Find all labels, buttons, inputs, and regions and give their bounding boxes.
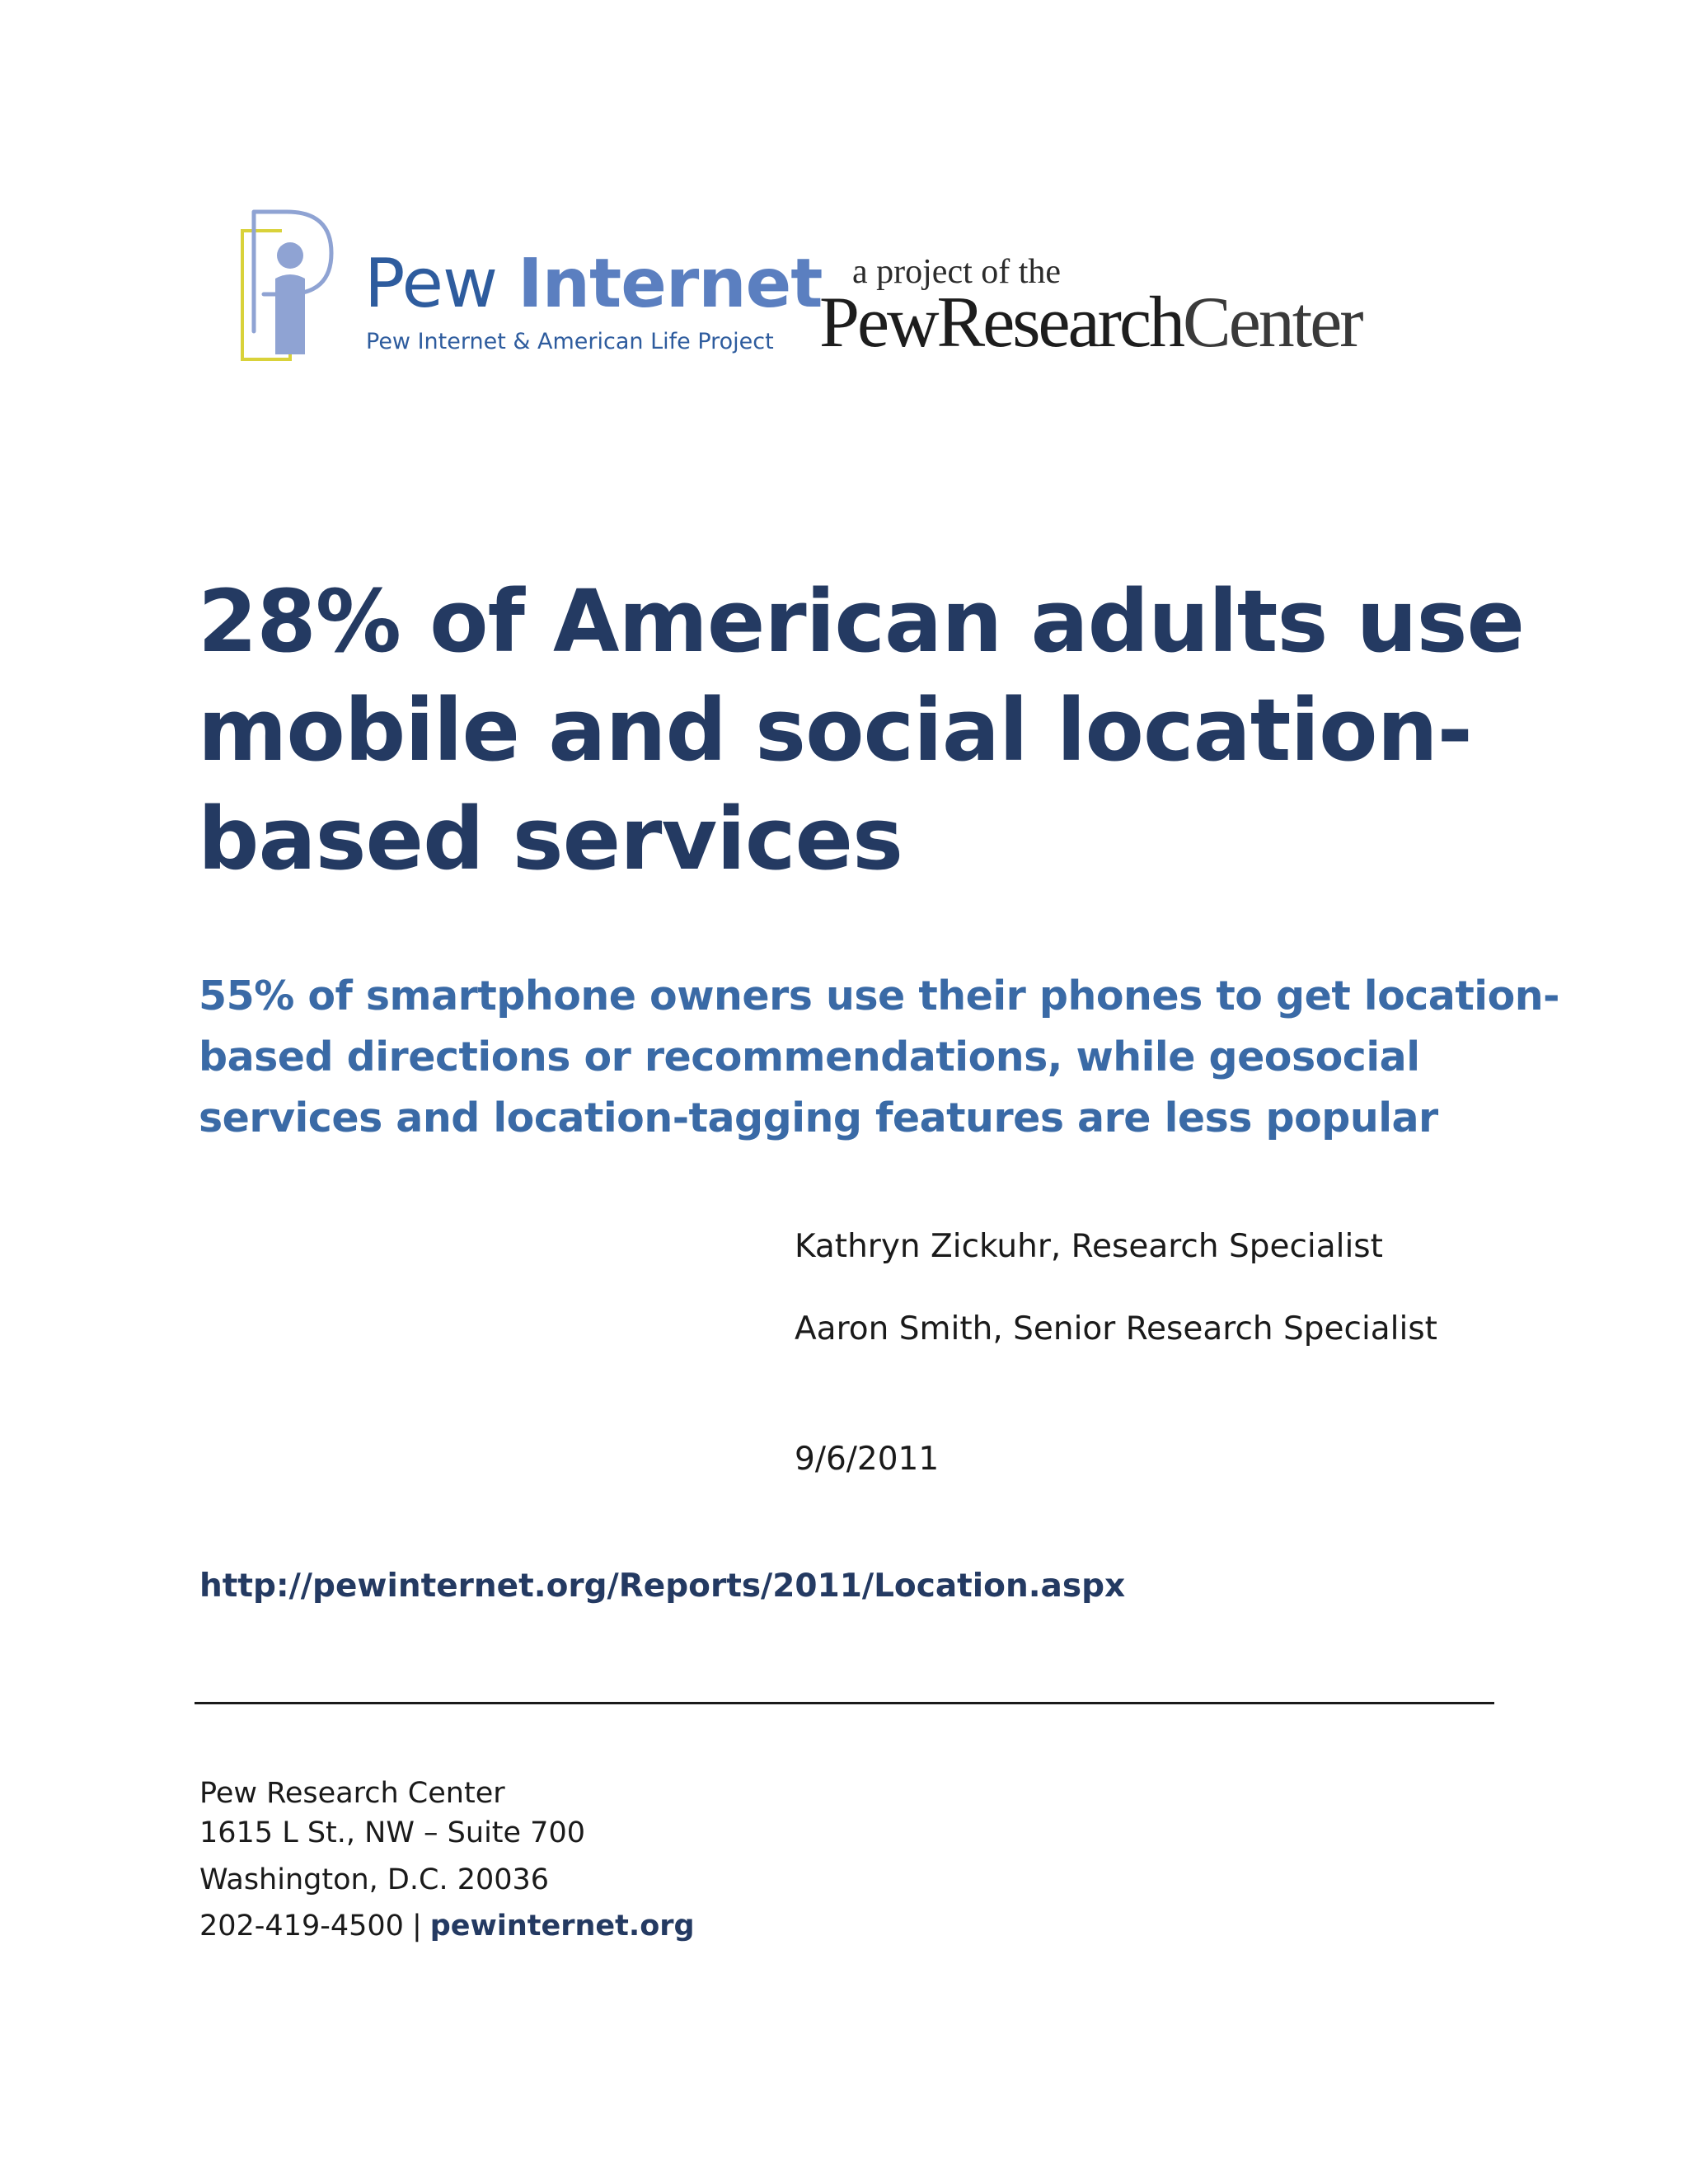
- pew-internet-figure-icon: [239, 208, 338, 364]
- divider: [195, 1702, 1494, 1704]
- title-line: 28% of American adults use: [198, 571, 1525, 672]
- title-line: mobile and social location-: [198, 680, 1472, 780]
- address-city: Washington, D.C. 20036: [199, 1863, 550, 1896]
- subtitle-line: based directions or recommendations, while geosocial: [199, 1033, 1420, 1080]
- subtitle-line: services and location-tagging features are less popular: [199, 1094, 1438, 1141]
- report-url-link[interactable]: http://pewinternet.org/Reports/2011/Location.aspx: [199, 1568, 1126, 1605]
- pew-internet-wordmark: [364, 245, 823, 323]
- address-phone: 202-419-4500: [199, 1910, 404, 1943]
- address-separator: |: [411, 1910, 422, 1943]
- author-zickuhr: Kathryn Zickuhr, Research Specialist: [795, 1228, 1383, 1265]
- prc-tagline: a project of the: [852, 253, 1062, 291]
- prc-wordmark: [819, 283, 1362, 363]
- logo-word-pew: Pew: [364, 245, 498, 323]
- pew-internet-subtitle: Pew Internet & American Life Project: [366, 329, 774, 354]
- pew-research-center-logo: [819, 247, 1413, 363]
- pew-internet-logo: [239, 208, 823, 373]
- subtitle-line: 55% of smartphone owners use their phones to get location-: [199, 972, 1559, 1019]
- address-street: 1615 L St., NW – Suite 700: [199, 1816, 585, 1849]
- prc-wordmark-part2: Center: [1183, 283, 1362, 363]
- website-link[interactable]: pewinternet.org: [429, 1910, 695, 1943]
- title-line: based services: [198, 789, 903, 889]
- prc-wordmark-part1: PewResearch: [819, 283, 1184, 363]
- logo-word-internet: Internet: [518, 245, 823, 323]
- address-org: Pew Research Center: [199, 1777, 505, 1810]
- address-contact: [199, 1910, 695, 1943]
- report-subtitle: [199, 966, 1559, 1149]
- report-date: 9/6/2011: [795, 1441, 940, 1478]
- author-smith: Aaron Smith, Senior Research Specialist: [795, 1310, 1437, 1347]
- report-title: [198, 567, 1525, 893]
